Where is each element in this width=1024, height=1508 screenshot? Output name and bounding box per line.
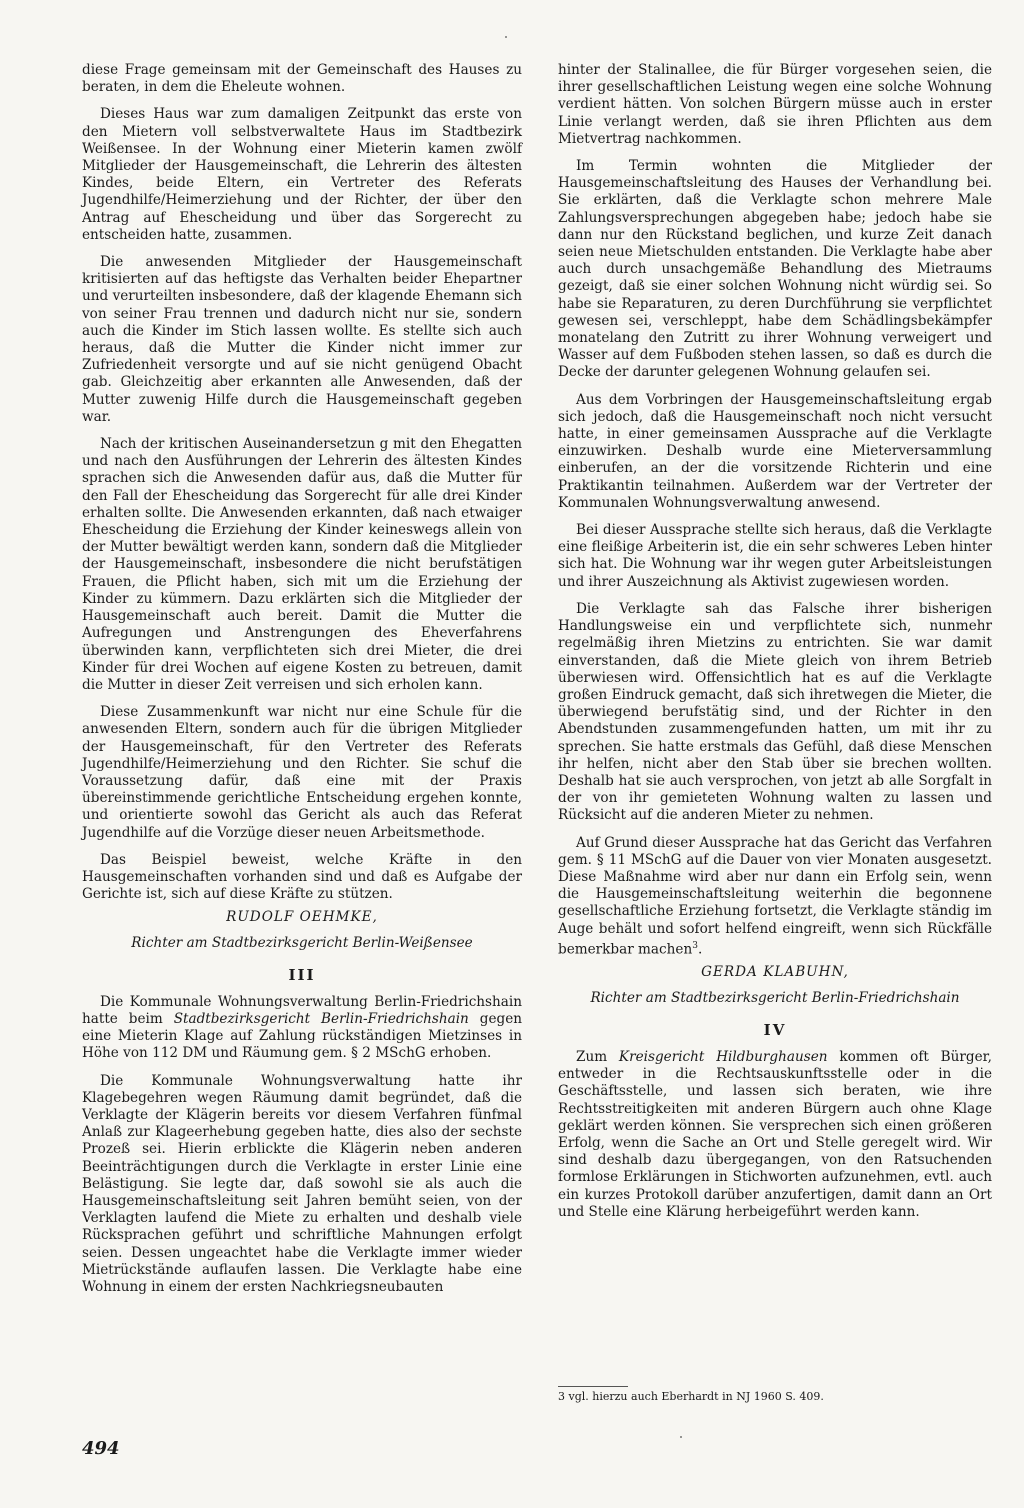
paragraph: Nach der kritischen Auseinandersetzun g mit den Ehegatten und nach den Ausführungen der Lehrerin des ältesten Kindes sprachen sich die Anwesenden dafür aus, daß die Mutter für den Fall der Ehescheidung das Sorgerecht für alle drei Kinder erhalten sollte. Die Anwesenden erkannten, daß nach etwaiger Ehescheidung die Erziehung der Kinder keineswegs allein von der Mutter bewältigt werden kann, sondern daß die Mitglieder der Hausgemeinschaft, insbesondere die nicht berufstätigen Frauen, die Pflicht haben, sich mit um die Erziehung der Kinder zu kümmern. Dazu erklärten sich die Mitglieder der Hausgemeinschaft auch bereit. Damit die Mutter die Aufregungen und Anstrengungen des Eheverfahrens überwinden kann, verpflichteten sich drei Mieter, die drei Kinder für drei Wochen auf eigene Kosten zu betreuen, damit die Mutter in dieser Zeit verreisen und sich erholen kann. (82, 436, 522, 693)
paragraph: Das Beispiel beweist, welche Kräfte in den Hausgemeinschaften vorhanden sind und daß es Aufgabe der Gerichte ist, sich auf diese Kräfte zu stützen. (82, 851, 522, 903)
text-run: Auf Grund dieser Aussprache hat das Gericht das Verfahren gem. § 11 MSchG auf die Dauer von vier Monaten ausgesetzt. Diese Maßnahme wird aber nur dann ein Erfolg sein, wenn die Hausgemeinschaftsleitung weiterhin die begonnene gesellschaftliche Erziehung fortsetzt, die Verklagte ständig im Auge behält und sofort helfend eingreift, wenn sich Rückfälle bemerkbar machen (558, 834, 992, 958)
signature-block (558, 964, 992, 1006)
text-run: . (697, 941, 703, 958)
page-number: 494 (82, 1438, 120, 1459)
footnote-divider (558, 1386, 628, 1387)
paragraph: Dieses Haus war zum damaligen Zeitpunkt das erste von den Mietern voll selbstverwaltete Haus im Stadtbezirk Weißensee. In der Wohnung einer Mieterin kamen zwölf Mitglieder der Hausgemeinschaft, die Lehrerin des ältesten Kindes, beide Eltern, ein Vertreter des Referats Jugendhilfe/Heimerziehung und der Richter, der über den Antrag auf Ehescheidung und über das Sorgerecht zu entscheiden hatte, zusammen. (82, 106, 522, 243)
court-name: Kreisgericht Hildburghausen (618, 1048, 828, 1065)
scan-speck (505, 36, 507, 38)
section-heading-iv: IV (763, 1020, 787, 1039)
paragraph: Aus dem Vorbringen der Hausgemeinschaftsleitung ergab sich jedoch, daß die Hausgemeinschaft noch nicht versucht hatte, in einer gemeinsamen Aussprache auf die Verklagte einzuwirken. Deshalb wurde eine Mieterversammlung einberufen, an der die vorsitzende Richterin und eine Praktikantin teilnahmen. Außerdem war der Vertreter der Kommunalen Wohnungsverwaltung anwesend. (558, 391, 992, 511)
paragraph: Die anwesenden Mitglieder der Hausgemeinschaft kritisierten auf das heftigste das Verhalten beider Ehepartner und verurteilten insbesondere, daß der klagende Ehemann sich von seiner Frau trennen und dadurch nicht nur sie, sondern auch die Kinder im Stich lassen wollte. Es stellte sich auch heraus, daß die Mutter die Kinder nicht immer zur Zufriedenheit versorgte und auf sie nicht genügend Obacht gab. Gleichzeitig aber erkannten alle Anwesenden, daß der Mutter zuwenig Hilfe durch die Hausgemeinschaft gegeben war. (82, 254, 522, 425)
scan-speck (680, 1436, 682, 1438)
footnote: 3 vgl. hierzu auch Eberhardt in NJ 1960 S. 409. (558, 1390, 824, 1403)
signature-title: Richter am Stadtbezirksgericht Berlin-Friedrichshain (590, 989, 960, 1006)
paragraph (82, 994, 522, 1063)
paragraph: Diese Zusammenkunft war nicht nur eine Schule für die anwesenden Eltern, sondern auch für die übrigen Mitglieder der Hausgemeinschaft, für den Vertreter des Referats Jugendhilfe/Heimerziehung und den Richter. Sie schuf die Voraussetzung dafür, daß eine mit der Praxis übereinstimmende gerichtliche Entscheidung ergehen konnte, und orientierte sowohl das Gericht als auch das Referat Jugendhilfe auf die Vorzüge dieser neuen Arbeitsmethode. (82, 704, 522, 841)
paragraph: Die Verklagte sah das Falsche ihrer bisherigen Handlungsweise ein und verpflichtete sich, nunmehr regelmäßig ihren Mietzins zu entrichten. Sie war damit einverstanden, daß die Miete gleich von ihrem Betrieb überwiesen wird. Offensichtlich hat es auf die Verklagte großen Eindruck gemacht, daß sich ihretwegen die Mieter, die überwiegend berufstätig sind, und der Richter in den Abendstunden zusammengefunden hatten, um mit ihr zu sprechen. Sie hatte erstmals das Gefühl, daß diese Menschen ihr helfen, nicht aber den Stab über sie brechen wollten. Deshalb hat sie auch versprochen, von jetzt ab alle Sorgfalt in der von ihr gemieteten Wohnung walten zu lassen und Rücksicht auf die anderen Mieter zu nehmen. (558, 600, 992, 824)
text-run: Die Kommunale Wohnungsverwaltung Berlin-Friedrichshain hatte beim (82, 993, 522, 1027)
signature-title: Richter am Stadtbezirksgericht Berlin-Weißensee (131, 934, 473, 951)
text-run: gegen eine Mieterin Klage auf Zahlung rückständigen Mietzinses in Höhe von 112 DM und Räumung gem. § 2 MSchG erhoben. (82, 1010, 522, 1062)
paragraph: Die Kommunale Wohnungsverwaltung hatte ihr Klagebegehren wegen Räumung damit begründet, daß die Verklagte der Klägerin bereits vor diesem Verfahren fünfmal Anlaß zur Klageerhebung gegeben hatte, dies also der sechste Prozeß sei. Hierin erblickte die Klägerin neben anderen Beeinträchtigungen durch die Verklagte in erster Linie eine Belästigung. Sie legte dar, daß sowohl sie als auch die Hausgemeinschaftsleitung seit Jahren bemüht seien, von der Verklagten laufend die Miete zu erhalten und deshalb viele Rücksprachen geführt und schriftliche Mahnungen erfolgt seien. Dessen ungeachtet habe die Verklagte immer wieder Mietrückstände auflaufen lassen. Die Verklagte habe eine Wohnung in einem der ersten Nachkriegsneubauten (82, 1072, 522, 1295)
paragraph (558, 835, 992, 959)
paragraph: Bei dieser Aussprache stellte sich heraus, daß die Verklagte eine fleißige Arbeiterin ist, die ein sehr schweres Leben hinter sich hat. Die Wohnung war ihr wegen guter Arbeitsleistungen und ihrer Auszeichnung als Aktivist zugewiesen worden. (558, 522, 992, 590)
court-name: Stadtbezirksgericht Berlin-Friedrichshain (173, 1010, 469, 1027)
signature-name: RUDOLF OEHMKE, (226, 909, 378, 926)
left-column (82, 62, 522, 1306)
right-column (558, 62, 992, 1231)
section-heading-iii: III (288, 965, 316, 984)
signature-block (82, 909, 522, 951)
paragraph: Im Termin wohnten die Mitglieder der Hausgemeinschaftsleitung des Hauses der Verhandlung bei. Sie erklärten, daß die Verklagte schon mehrere Male Zahlungsversprechungen abgegeben habe; jedoch habe sie dann nur den Rückstand beglichen, und kurze Zeit danach seien neue Mietschulden entstanden. Die Verklagte habe aber auch durch unsachgemäße Behandlung des Mietraums gezeigt, daß sie einer solchen Wohnung nicht würdig sei. So habe sie Reparaturen, zu deren Durchführung sie verpflichtet gewesen sei, verschleppt, habe dem Schädlingsbekämpfer monatelang den Zutritt zu ihrer Wohnung verweigert und Wasser auf dem Fußboden stehen lassen, so daß es durch die Decke der darunter gelegenen Wohnung gelaufen sei. (558, 158, 992, 381)
footnote-marker: 3 (692, 940, 698, 951)
text-run: Zum (576, 1048, 619, 1065)
paragraph: hinter der Stalinallee, die für Bürger vorgesehen seien, die ihrer gesellschaftlichen Leistung wegen eine solche Wohnung verdient hätten. Von solchen Bürgern müsse auch in erster Linie verlangt werden, daß sie ihren Pflichten aus dem Mietvertrag nachkommen. (558, 62, 992, 147)
text-run: kommen oft Bürger, entweder in die Rechtsauskunftsstelle oder in die Geschäftsstelle, und lassen sich beraten, wie ihre Rechtsstreitigkeiten mit anderen Bürgern auch ohne Klage geklärt werden können. Sie versprechen sich einen größeren Erfolg, wenn die Sache an Ort und Stelle geregelt wird. Wir sind deshalb dazu übergegangen, von den Ratsuchenden formlose Erklärungen in Stichworten aufzunehmen, evtl. auch ein kurzes Protokoll darüber anzufertigen, damit dann an Ort und Stelle eine Klärung herbeigeführt werden kann. (558, 1048, 992, 1220)
paragraph (558, 1049, 992, 1221)
signature-name: GERDA KLABUHN, (701, 964, 849, 981)
paragraph: diese Frage gemeinsam mit der Gemeinschaft des Hauses zu beraten, in dem die Eheleute wohnen. (82, 62, 522, 96)
